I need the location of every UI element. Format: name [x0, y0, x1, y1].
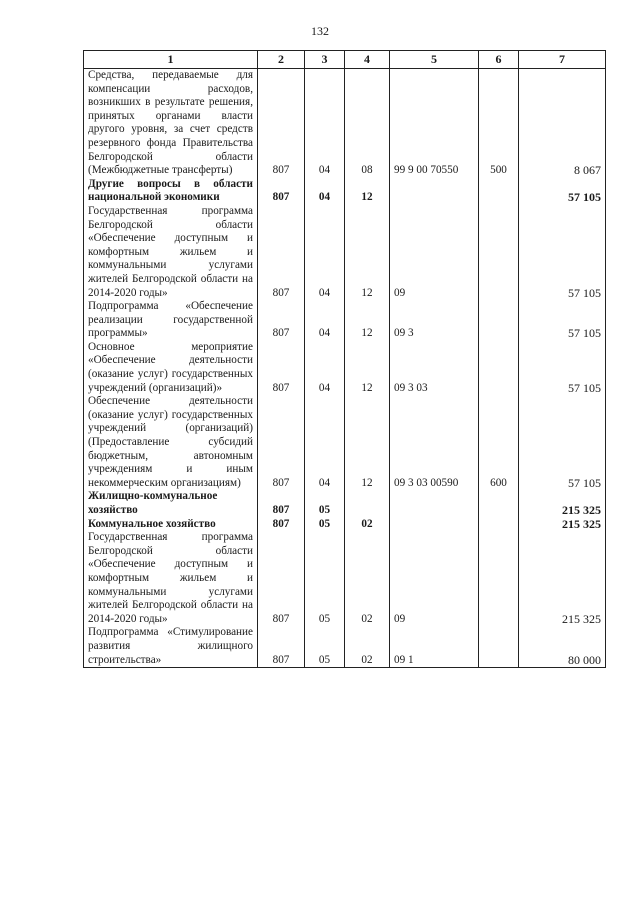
row-cell-c6 — [479, 300, 519, 341]
row-cell-c2: 807 — [258, 490, 305, 517]
row-cell-c5 — [390, 178, 479, 205]
row-cell-c5 — [390, 490, 479, 517]
row-cell-c3: 05 — [305, 518, 345, 532]
column-header-7: 7 — [519, 51, 606, 69]
row-cell-c2: 807 — [258, 626, 305, 667]
row-cell-c2: 807 — [258, 205, 305, 300]
table-row — [84, 69, 606, 178]
row-cell-c2: 807 — [258, 300, 305, 341]
row-name-cell: Средства, передаваемые для компенсации расходов, возникших в результате решения, принятых органами власти другого уровня, за счет средств резервного фонда Правительства Белгородской области (Межбюджетные трансферты) — [84, 69, 258, 178]
row-cell-c4: 08 — [345, 69, 390, 178]
row-cell-c2: 807 — [258, 341, 305, 395]
row-cell-c2: 807 — [258, 531, 305, 626]
table-row — [84, 341, 606, 395]
row-cell-c5: 09 — [390, 205, 479, 300]
row-cell-c2: 807 — [258, 395, 305, 490]
page-number: 132 — [311, 24, 329, 38]
table-row — [84, 518, 606, 532]
row-name-cell: Подпрограмма «Обеспечение реализации государственной программы» — [84, 300, 258, 341]
row-cell-c3: 04 — [305, 69, 345, 178]
row-cell-c7: 57 105 — [519, 341, 606, 395]
row-cell-c5 — [390, 518, 479, 532]
row-cell-c5: 09 3 03 — [390, 341, 479, 395]
header-row — [84, 51, 606, 69]
row-name-cell: Обеспечение деятельности (оказание услуг) государственных учреждений (организаций) (Предоставление субсидий бюджетным, автономным учреждениям и иным некоммерческим организациям) — [84, 395, 258, 490]
row-cell-c6 — [479, 490, 519, 517]
row-cell-c4 — [345, 490, 390, 517]
row-cell-c6 — [479, 205, 519, 300]
column-header-5: 5 — [390, 51, 479, 69]
row-cell-c6 — [479, 531, 519, 626]
row-cell-c7: 57 105 — [519, 300, 606, 341]
row-name-cell: Жилищно-коммунальное хозяйство — [84, 490, 258, 517]
column-header-4: 4 — [345, 51, 390, 69]
row-cell-c7: 8 067 — [519, 69, 606, 178]
row-cell-c4: 12 — [345, 205, 390, 300]
table-row — [84, 178, 606, 205]
table-row — [84, 626, 606, 667]
column-header-2: 2 — [258, 51, 305, 69]
row-cell-c3: 05 — [305, 531, 345, 626]
row-cell-c2: 807 — [258, 518, 305, 532]
row-cell-c7: 215 325 — [519, 531, 606, 626]
table-row — [84, 205, 606, 300]
column-header-6: 6 — [479, 51, 519, 69]
row-name-cell: Государственная программа Белгородской области «Обеспечение доступным и комфортным жильем и коммунальными услугами жителей Белгородской области на 2014-2020 годы» — [84, 205, 258, 300]
row-cell-c3: 04 — [305, 341, 345, 395]
row-cell-c2: 807 — [258, 178, 305, 205]
table-row — [84, 300, 606, 341]
row-name-cell: Основное мероприятие «Обеспечение деятельности (оказание услуг) государственных учреждений (организаций)» — [84, 341, 258, 395]
row-name-cell: Государственная программа Белгородской области «Обеспечение доступным и комфортным жильем и коммунальными услугами жителей Белгородской области на 2014-2020 годы» — [84, 531, 258, 626]
row-cell-c4: 02 — [345, 626, 390, 667]
table-row — [84, 395, 606, 490]
row-cell-c6 — [479, 626, 519, 667]
row-cell-c7: 57 105 — [519, 178, 606, 205]
row-name-cell: Другие вопросы в области национальной экономики — [84, 178, 258, 205]
row-cell-c3: 04 — [305, 205, 345, 300]
row-cell-c2: 807 — [258, 69, 305, 178]
row-cell-c5: 09 1 — [390, 626, 479, 667]
row-cell-c4: 12 — [345, 300, 390, 341]
row-cell-c7: 215 325 — [519, 490, 606, 517]
row-cell-c4: 12 — [345, 341, 390, 395]
table-header — [84, 51, 606, 69]
row-cell-c6: 600 — [479, 395, 519, 490]
row-cell-c5: 09 — [390, 531, 479, 626]
row-name-cell: Коммунальное хозяйство — [84, 518, 258, 532]
table-body — [84, 69, 606, 668]
row-cell-c7: 215 325 — [519, 518, 606, 532]
table-row — [84, 490, 606, 517]
row-cell-c3: 05 — [305, 626, 345, 667]
row-cell-c4: 12 — [345, 178, 390, 205]
row-cell-c7: 57 105 — [519, 395, 606, 490]
row-cell-c6: 500 — [479, 69, 519, 178]
row-cell-c4: 02 — [345, 531, 390, 626]
row-cell-c5: 09 3 — [390, 300, 479, 341]
row-cell-c3: 05 — [305, 490, 345, 517]
row-cell-c5: 09 3 03 00590 — [390, 395, 479, 490]
column-header-1: 1 — [84, 51, 258, 69]
row-cell-c4: 12 — [345, 395, 390, 490]
row-cell-c3: 04 — [305, 395, 345, 490]
budget-table — [83, 50, 606, 668]
row-cell-c3: 04 — [305, 178, 345, 205]
row-cell-c5: 99 9 00 70550 — [390, 69, 479, 178]
row-cell-c3: 04 — [305, 300, 345, 341]
row-cell-c6 — [479, 518, 519, 532]
row-cell-c6 — [479, 178, 519, 205]
column-header-3: 3 — [305, 51, 345, 69]
table-row — [84, 531, 606, 626]
row-cell-c7: 57 105 — [519, 205, 606, 300]
row-name-cell: Подпрограмма «Стимулирование развития жилищного строительства» — [84, 626, 258, 667]
row-cell-c6 — [479, 341, 519, 395]
row-cell-c4: 02 — [345, 518, 390, 532]
row-cell-c7: 80 000 — [519, 626, 606, 667]
